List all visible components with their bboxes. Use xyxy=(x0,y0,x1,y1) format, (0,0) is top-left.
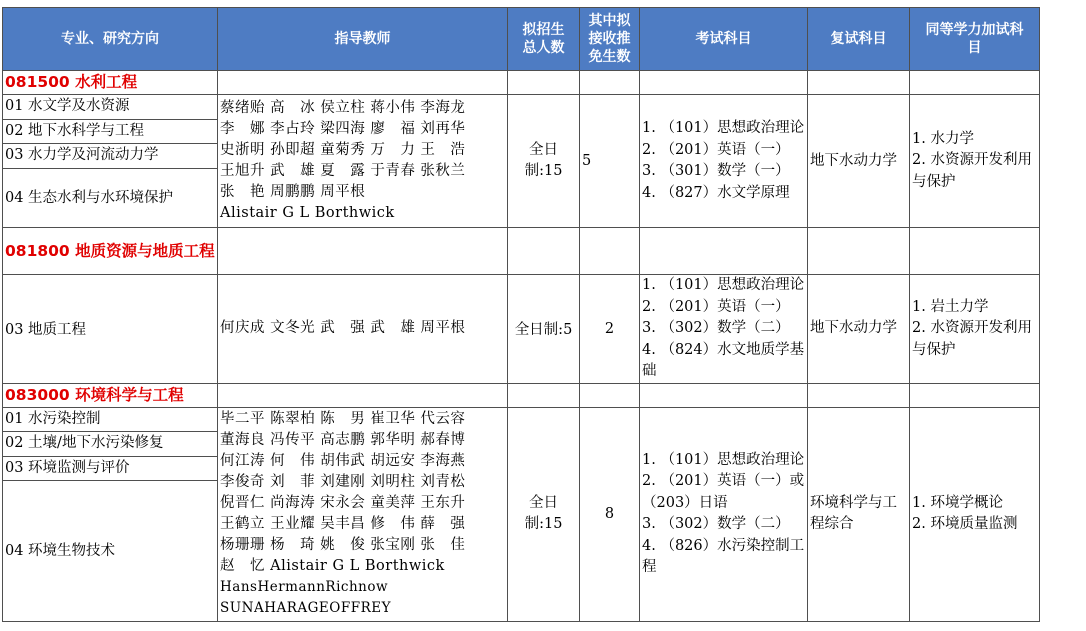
exam-list xyxy=(640,407,808,622)
exempt-count: 8 xyxy=(580,407,640,622)
exam-item: 4. （824）水文地质学基础 xyxy=(642,341,805,379)
direction-item: 04 环境生物技术 xyxy=(5,543,116,559)
advisor-line: 毕二平 陈翠柏 陈 男 崔卫华 代云容 xyxy=(220,411,466,428)
retest-subject: 地下水动力学 xyxy=(808,275,910,384)
exam-item: 1. （101）思想政治理论 xyxy=(642,451,805,468)
advisor-line: 李 娜 李占玲 梁四海 廖 福 刘再华 xyxy=(220,121,466,137)
advisor-line: SUNAHARAGEOFFREY xyxy=(220,600,391,617)
direction-item: 01 水污染控制 xyxy=(3,408,217,433)
header-retest: 复试科目 xyxy=(808,8,910,71)
header-row xyxy=(3,8,1040,71)
advisor-line: 王鹤立 王业耀 吴丰昌 修 伟 薛 强 xyxy=(220,516,466,533)
exam-item: 4. （826）水污染控制工程 xyxy=(642,537,805,576)
section-title-row xyxy=(3,383,1040,407)
advisor-line: HansHermannRichnow xyxy=(220,579,389,596)
direction-item: 02 地下水科学与工程 xyxy=(3,120,217,145)
advisor-list xyxy=(218,275,508,384)
retest-subject: 环境科学与工程综合 xyxy=(808,407,910,622)
exempt-count: 2 xyxy=(580,275,640,384)
section-body-row xyxy=(3,95,1040,228)
enroll-count: 全日制:5 xyxy=(508,275,580,384)
header-exam: 考试科目 xyxy=(640,8,808,71)
section-title: 083000 环境科学与工程 xyxy=(3,383,218,407)
direction-list xyxy=(3,407,218,622)
direction-item: 03 环境监测与评价 xyxy=(3,457,217,482)
equiv-list xyxy=(910,275,1040,384)
advisor-line: 倪晋仁 尚海涛 宋永会 童美萍 王东升 xyxy=(220,495,466,512)
direction-item: 01 水文学及水资源 xyxy=(3,95,217,120)
equiv-item: 1. 环境学概论 xyxy=(912,494,1003,511)
section-body-row xyxy=(3,407,1040,622)
equiv-item: 2. 水资源开发利用与保护 xyxy=(912,320,1032,358)
header-equiv: 同等学力加试科目 xyxy=(910,8,1040,71)
section-body-row xyxy=(3,275,1040,384)
equiv-item: 1. 水力学 xyxy=(912,130,974,147)
exam-item: 2. （201）英语（一）或（203）日语 xyxy=(642,473,805,511)
direction-item: 02 土壤/地下水污染修复 xyxy=(3,432,217,457)
exam-item: 3. （302）数学（二） xyxy=(642,516,790,533)
advisor-line: 何江涛 何 伟 胡伟武 胡远安 李海燕 xyxy=(220,453,466,470)
exam-item: 4. （827）水文学原理 xyxy=(642,184,790,201)
retest-subject: 地下水动力学 xyxy=(808,95,910,228)
advisor-list xyxy=(218,407,508,622)
advisor-line: 董海良 冯传平 高志鹏 郭华明 郝春博 xyxy=(220,432,466,449)
advisor-line: 何庆成 文冬光 武 强 武 雄 周平根 xyxy=(220,320,466,337)
exam-list xyxy=(640,95,808,228)
header-exempt: 其中拟接收推免生数 xyxy=(580,8,640,71)
section-title-row xyxy=(3,71,1040,95)
advisor-line: 史浙明 孙即超 童菊秀 万 力 王 浩 xyxy=(220,142,466,158)
direction-item: 03 水力学及河流动力学 xyxy=(3,144,217,169)
equiv-list xyxy=(910,407,1040,622)
advisor-line: Alistair G L Borthwick xyxy=(220,205,395,221)
exam-list xyxy=(640,275,808,384)
exam-item: 2. （201）英语（一） xyxy=(642,298,790,315)
advisor-line: 蔡绪贻 高 冰 侯立柱 蒋小伟 李海龙 xyxy=(220,100,466,116)
direction-item: 03 地质工程 xyxy=(3,275,218,384)
header-advisor: 指导教师 xyxy=(218,8,508,71)
advisor-line: 杨珊珊 杨 琦 姚 俊 张宝刚 张 佳 xyxy=(220,537,466,554)
exam-item: 3. （301）数学（一） xyxy=(642,163,790,179)
exam-item: 1. （101）思想政治理论 xyxy=(642,277,805,293)
header-enroll: 拟招生总人数 xyxy=(508,8,580,71)
advisor-line: 张 艳 周鹏鹏 周平根 xyxy=(220,184,366,200)
exam-item: 3. （302）数学（二） xyxy=(642,320,790,336)
advisor-line: 王旭升 武 雄 夏 露 于青春 张秋兰 xyxy=(220,163,466,179)
direction-item: 04 生态水利与水环境保护 xyxy=(5,189,174,206)
enroll-count: 全日制:15 xyxy=(508,407,580,622)
section-title-row xyxy=(3,228,1040,275)
exam-item: 2. （201）英语（一） xyxy=(642,141,790,158)
direction-list xyxy=(3,95,218,228)
section-title: 081800 地质资源与地质工程 xyxy=(3,228,218,275)
advisor-list xyxy=(218,95,508,228)
equiv-item: 2. 水资源开发利用与保护 xyxy=(912,152,1032,190)
exam-item: 1. （101）思想政治理论 xyxy=(642,120,805,136)
equiv-list xyxy=(910,95,1040,228)
advisor-line: 李俊奇 刘 菲 刘建刚 刘明柱 刘青松 xyxy=(220,474,466,491)
exempt-count: 5 xyxy=(580,95,640,228)
section-title: 081500 水利工程 xyxy=(3,71,218,95)
enroll-count: 全日制:15 xyxy=(508,95,580,228)
equiv-item: 1. 岩土力学 xyxy=(912,298,989,315)
header-direction: 专业、研究方向 xyxy=(3,8,218,71)
equiv-item: 2. 环境质量监测 xyxy=(912,516,1018,533)
advisor-line: 赵 忆 Alistair G L Borthwick xyxy=(220,558,445,575)
program-table xyxy=(2,7,1040,622)
